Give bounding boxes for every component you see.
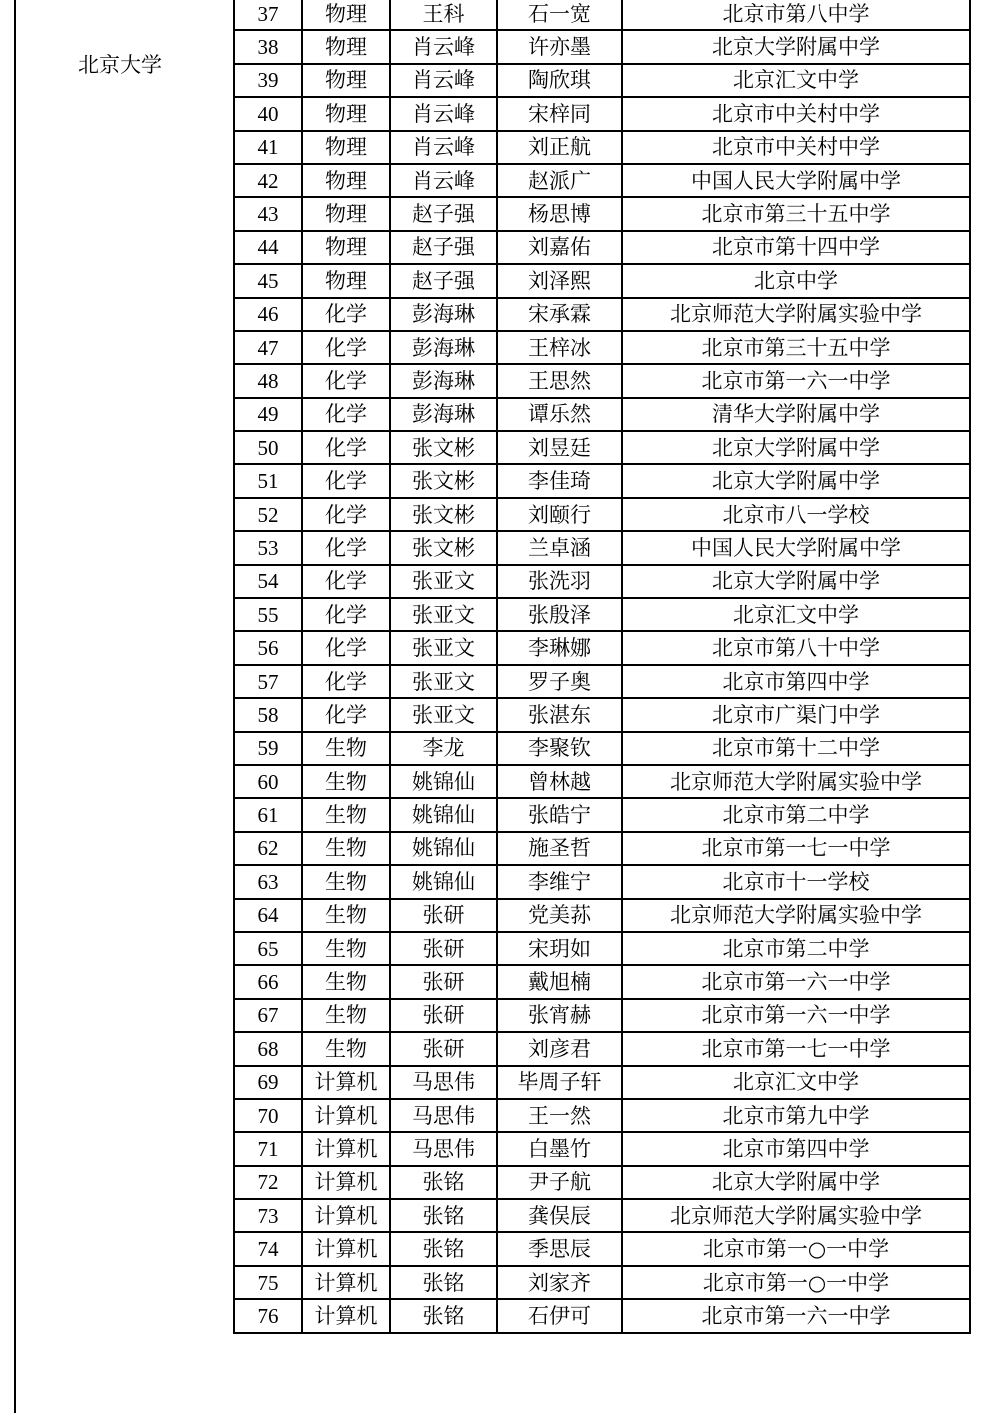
row-number: 53 bbox=[234, 531, 302, 564]
teacher-cell: 马思伟 bbox=[390, 1099, 497, 1132]
table-row bbox=[234, 298, 970, 331]
subject-cell: 物理 bbox=[302, 231, 390, 264]
student-cell: 戴旭楠 bbox=[497, 965, 622, 998]
student-cell: 李佳琦 bbox=[497, 464, 622, 497]
school-cell: 北京市第十四中学 bbox=[622, 231, 970, 264]
school-cell: 北京市中关村中学 bbox=[622, 97, 970, 130]
student-cell: 张宵赫 bbox=[497, 999, 622, 1032]
table-row bbox=[234, 1199, 970, 1232]
row-number: 55 bbox=[234, 598, 302, 631]
table-row bbox=[234, 331, 970, 364]
teacher-cell: 张亚文 bbox=[390, 698, 497, 731]
teacher-cell: 肖云峰 bbox=[390, 97, 497, 130]
row-number: 68 bbox=[234, 1032, 302, 1065]
school-cell: 北京市第一七一中学 bbox=[622, 832, 970, 865]
table-row bbox=[234, 1166, 970, 1199]
teacher-cell: 张铭 bbox=[390, 1266, 497, 1299]
school-cell: 北京市十一学校 bbox=[622, 865, 970, 898]
table-row bbox=[234, 1232, 970, 1265]
teacher-cell: 张研 bbox=[390, 932, 497, 965]
teacher-cell: 张文彬 bbox=[390, 431, 497, 464]
school-cell: 北京市第九中学 bbox=[622, 1099, 970, 1132]
row-number: 75 bbox=[234, 1266, 302, 1299]
row-number: 37 bbox=[234, 0, 302, 30]
subject-cell: 生物 bbox=[302, 965, 390, 998]
table-row bbox=[234, 932, 970, 965]
row-number: 50 bbox=[234, 431, 302, 464]
row-number: 52 bbox=[234, 498, 302, 531]
table-row bbox=[234, 531, 970, 564]
student-cell: 刘颐行 bbox=[497, 498, 622, 531]
subject-cell: 化学 bbox=[302, 364, 390, 397]
subject-cell: 生物 bbox=[302, 765, 390, 798]
teacher-cell: 马思伟 bbox=[390, 1132, 497, 1165]
school-cell: 北京市第一○一中学 bbox=[622, 1232, 970, 1265]
subject-cell: 物理 bbox=[302, 64, 390, 97]
subject-cell: 生物 bbox=[302, 832, 390, 865]
teacher-cell: 肖云峰 bbox=[390, 30, 497, 63]
student-table bbox=[233, 0, 971, 1334]
student-cell: 尹子航 bbox=[497, 1166, 622, 1199]
school-cell: 北京市第四中学 bbox=[622, 665, 970, 698]
teacher-cell: 姚锦仙 bbox=[390, 798, 497, 831]
subject-cell: 计算机 bbox=[302, 1166, 390, 1199]
row-number: 60 bbox=[234, 765, 302, 798]
row-number: 62 bbox=[234, 832, 302, 865]
school-cell: 北京大学附属中学 bbox=[622, 1166, 970, 1199]
row-number: 46 bbox=[234, 298, 302, 331]
student-cell: 季思辰 bbox=[497, 1232, 622, 1265]
subject-cell: 物理 bbox=[302, 0, 390, 30]
student-cell: 石一宽 bbox=[497, 0, 622, 30]
teacher-cell: 张亚文 bbox=[390, 565, 497, 598]
school-cell: 中国人民大学附属中学 bbox=[622, 164, 970, 197]
student-cell: 张湛东 bbox=[497, 698, 622, 731]
table-row bbox=[234, 965, 970, 998]
student-cell: 施圣哲 bbox=[497, 832, 622, 865]
teacher-cell: 张铭 bbox=[390, 1166, 497, 1199]
school-cell: 北京市第一六一中学 bbox=[622, 999, 970, 1032]
student-cell: 李维宁 bbox=[497, 865, 622, 898]
teacher-cell: 张铭 bbox=[390, 1199, 497, 1232]
row-number: 71 bbox=[234, 1132, 302, 1165]
teacher-cell: 张研 bbox=[390, 999, 497, 1032]
subject-cell: 生物 bbox=[302, 932, 390, 965]
school-cell: 北京汇文中学 bbox=[622, 1066, 970, 1099]
table-row bbox=[234, 97, 970, 130]
table-row bbox=[234, 131, 970, 164]
row-number: 65 bbox=[234, 932, 302, 965]
table-row bbox=[234, 1032, 970, 1065]
student-cell: 王思然 bbox=[497, 364, 622, 397]
teacher-cell: 肖云峰 bbox=[390, 164, 497, 197]
subject-cell: 物理 bbox=[302, 197, 390, 230]
teacher-cell: 张铭 bbox=[390, 1232, 497, 1265]
student-cell: 谭乐然 bbox=[497, 398, 622, 431]
row-number: 38 bbox=[234, 30, 302, 63]
subject-cell: 化学 bbox=[302, 598, 390, 631]
student-cell: 王梓冰 bbox=[497, 331, 622, 364]
subject-cell: 生物 bbox=[302, 865, 390, 898]
table-row bbox=[234, 798, 970, 831]
table-row bbox=[234, 698, 970, 731]
table-row bbox=[234, 999, 970, 1032]
table-row bbox=[234, 665, 970, 698]
subject-cell: 生物 bbox=[302, 798, 390, 831]
teacher-cell: 张研 bbox=[390, 965, 497, 998]
table-row bbox=[234, 30, 970, 63]
student-cell: 宋玥如 bbox=[497, 932, 622, 965]
student-cell: 刘嘉佑 bbox=[497, 231, 622, 264]
school-cell: 北京市第一六一中学 bbox=[622, 364, 970, 397]
subject-cell: 计算机 bbox=[302, 1199, 390, 1232]
university-label: 北京大学 bbox=[78, 53, 162, 77]
student-cell: 兰卓涵 bbox=[497, 531, 622, 564]
table-row bbox=[234, 565, 970, 598]
teacher-cell: 王科 bbox=[390, 0, 497, 30]
subject-cell: 化学 bbox=[302, 431, 390, 464]
table-left-border bbox=[14, 0, 16, 1413]
student-cell: 刘昱廷 bbox=[497, 431, 622, 464]
table-row bbox=[234, 464, 970, 497]
teacher-cell: 张铭 bbox=[390, 1299, 497, 1332]
subject-cell: 化学 bbox=[302, 398, 390, 431]
school-cell: 北京师范大学附属实验中学 bbox=[622, 1199, 970, 1232]
subject-cell: 物理 bbox=[302, 164, 390, 197]
table-row bbox=[234, 1132, 970, 1165]
school-cell: 北京市第二中学 bbox=[622, 798, 970, 831]
subject-cell: 计算机 bbox=[302, 1066, 390, 1099]
teacher-cell: 彭海琳 bbox=[390, 398, 497, 431]
row-number: 73 bbox=[234, 1199, 302, 1232]
subject-cell: 计算机 bbox=[302, 1299, 390, 1332]
student-cell: 李琳娜 bbox=[497, 631, 622, 664]
teacher-cell: 张文彬 bbox=[390, 464, 497, 497]
table-row bbox=[234, 1066, 970, 1099]
table-row bbox=[234, 865, 970, 898]
subject-cell: 化学 bbox=[302, 464, 390, 497]
row-number: 76 bbox=[234, 1299, 302, 1332]
school-cell: 北京市第三十五中学 bbox=[622, 197, 970, 230]
school-cell: 北京师范大学附属实验中学 bbox=[622, 765, 970, 798]
teacher-cell: 彭海琳 bbox=[390, 298, 497, 331]
student-cell: 刘彦君 bbox=[497, 1032, 622, 1065]
row-number: 69 bbox=[234, 1066, 302, 1099]
student-cell: 李聚钦 bbox=[497, 732, 622, 765]
student-cell: 陶欣琪 bbox=[497, 64, 622, 97]
subject-cell: 化学 bbox=[302, 298, 390, 331]
student-cell: 党美荪 bbox=[497, 899, 622, 932]
row-number: 39 bbox=[234, 64, 302, 97]
student-cell: 曾林越 bbox=[497, 765, 622, 798]
teacher-cell: 姚锦仙 bbox=[390, 832, 497, 865]
school-cell: 北京市第一○一中学 bbox=[622, 1266, 970, 1299]
subject-cell: 计算机 bbox=[302, 1099, 390, 1132]
row-number: 44 bbox=[234, 231, 302, 264]
table-body bbox=[234, 0, 970, 1333]
subject-cell: 计算机 bbox=[302, 1132, 390, 1165]
school-cell: 北京大学附属中学 bbox=[622, 431, 970, 464]
school-cell: 北京市第二中学 bbox=[622, 932, 970, 965]
subject-cell: 生物 bbox=[302, 899, 390, 932]
student-cell: 张殷泽 bbox=[497, 598, 622, 631]
school-cell: 北京市中关村中学 bbox=[622, 131, 970, 164]
table-row bbox=[234, 598, 970, 631]
student-cell: 罗子奥 bbox=[497, 665, 622, 698]
row-number: 47 bbox=[234, 331, 302, 364]
school-cell: 中国人民大学附属中学 bbox=[622, 531, 970, 564]
school-cell: 北京师范大学附属实验中学 bbox=[622, 298, 970, 331]
subject-cell: 物理 bbox=[302, 131, 390, 164]
row-number: 54 bbox=[234, 565, 302, 598]
school-cell: 北京汇文中学 bbox=[622, 64, 970, 97]
teacher-cell: 赵子强 bbox=[390, 264, 497, 297]
school-cell: 北京市第十二中学 bbox=[622, 732, 970, 765]
subject-cell: 计算机 bbox=[302, 1232, 390, 1265]
row-number: 40 bbox=[234, 97, 302, 130]
row-number: 57 bbox=[234, 665, 302, 698]
subject-cell: 化学 bbox=[302, 531, 390, 564]
school-cell: 北京师范大学附属实验中学 bbox=[622, 899, 970, 932]
teacher-cell: 张文彬 bbox=[390, 498, 497, 531]
teacher-cell: 彭海琳 bbox=[390, 364, 497, 397]
table-row bbox=[234, 1299, 970, 1332]
teacher-cell: 姚锦仙 bbox=[390, 765, 497, 798]
table-row bbox=[234, 231, 970, 264]
row-number: 70 bbox=[234, 1099, 302, 1132]
subject-cell: 化学 bbox=[302, 331, 390, 364]
school-cell: 北京市第八中学 bbox=[622, 0, 970, 30]
school-cell: 北京汇文中学 bbox=[622, 598, 970, 631]
table-row bbox=[234, 364, 970, 397]
student-cell: 许亦墨 bbox=[497, 30, 622, 63]
subject-cell: 物理 bbox=[302, 97, 390, 130]
table-row bbox=[234, 498, 970, 531]
subject-cell: 化学 bbox=[302, 698, 390, 731]
teacher-cell: 张研 bbox=[390, 1032, 497, 1065]
student-cell: 石伊可 bbox=[497, 1299, 622, 1332]
student-cell: 宋梓同 bbox=[497, 97, 622, 130]
teacher-cell: 肖云峰 bbox=[390, 64, 497, 97]
school-cell: 北京市第三十五中学 bbox=[622, 331, 970, 364]
student-cell: 毕周子轩 bbox=[497, 1066, 622, 1099]
student-cell: 刘正航 bbox=[497, 131, 622, 164]
row-number: 56 bbox=[234, 631, 302, 664]
school-cell: 北京市第八十中学 bbox=[622, 631, 970, 664]
subject-cell: 化学 bbox=[302, 665, 390, 698]
row-number: 42 bbox=[234, 164, 302, 197]
school-cell: 北京市第一七一中学 bbox=[622, 1032, 970, 1065]
teacher-cell: 张亚文 bbox=[390, 598, 497, 631]
teacher-cell: 张研 bbox=[390, 899, 497, 932]
teacher-cell: 张亚文 bbox=[390, 665, 497, 698]
row-number: 64 bbox=[234, 899, 302, 932]
school-cell: 北京市第一六一中学 bbox=[622, 1299, 970, 1332]
table-row bbox=[234, 164, 970, 197]
table-row bbox=[234, 197, 970, 230]
row-number: 59 bbox=[234, 732, 302, 765]
row-number: 63 bbox=[234, 865, 302, 898]
teacher-cell: 姚锦仙 bbox=[390, 865, 497, 898]
student-cell: 赵派广 bbox=[497, 164, 622, 197]
table-row bbox=[234, 765, 970, 798]
school-cell: 北京市广渠门中学 bbox=[622, 698, 970, 731]
row-number: 66 bbox=[234, 965, 302, 998]
teacher-cell: 彭海琳 bbox=[390, 331, 497, 364]
teacher-cell: 张亚文 bbox=[390, 631, 497, 664]
school-cell: 北京市第一六一中学 bbox=[622, 965, 970, 998]
row-number: 61 bbox=[234, 798, 302, 831]
table-row bbox=[234, 631, 970, 664]
subject-cell: 生物 bbox=[302, 999, 390, 1032]
school-cell: 北京大学附属中学 bbox=[622, 565, 970, 598]
row-number: 43 bbox=[234, 197, 302, 230]
row-number: 48 bbox=[234, 364, 302, 397]
teacher-cell: 马思伟 bbox=[390, 1066, 497, 1099]
row-number: 72 bbox=[234, 1166, 302, 1199]
teacher-cell: 赵子强 bbox=[390, 197, 497, 230]
subject-cell: 物理 bbox=[302, 30, 390, 63]
student-cell: 宋承霖 bbox=[497, 298, 622, 331]
subject-cell: 生物 bbox=[302, 732, 390, 765]
teacher-cell: 赵子强 bbox=[390, 231, 497, 264]
table-row bbox=[234, 264, 970, 297]
subject-cell: 物理 bbox=[302, 264, 390, 297]
table-row bbox=[234, 1099, 970, 1132]
school-cell: 清华大学附属中学 bbox=[622, 398, 970, 431]
table-row bbox=[234, 398, 970, 431]
row-number: 41 bbox=[234, 131, 302, 164]
school-cell: 北京市第四中学 bbox=[622, 1132, 970, 1165]
table-row bbox=[234, 0, 970, 30]
school-cell: 北京大学附属中学 bbox=[622, 30, 970, 63]
row-number: 45 bbox=[234, 264, 302, 297]
table-row bbox=[234, 732, 970, 765]
row-number: 51 bbox=[234, 464, 302, 497]
student-cell: 王一然 bbox=[497, 1099, 622, 1132]
table-row bbox=[234, 832, 970, 865]
table-row bbox=[234, 1266, 970, 1299]
student-cell: 龚俣辰 bbox=[497, 1199, 622, 1232]
subject-cell: 化学 bbox=[302, 498, 390, 531]
row-number: 49 bbox=[234, 398, 302, 431]
row-number: 74 bbox=[234, 1232, 302, 1265]
school-cell: 北京大学附属中学 bbox=[622, 464, 970, 497]
subject-cell: 化学 bbox=[302, 631, 390, 664]
student-cell: 张洗羽 bbox=[497, 565, 622, 598]
row-number: 58 bbox=[234, 698, 302, 731]
student-cell: 张皓宁 bbox=[497, 798, 622, 831]
student-cell: 刘家齐 bbox=[497, 1266, 622, 1299]
teacher-cell: 李龙 bbox=[390, 732, 497, 765]
subject-cell: 生物 bbox=[302, 1032, 390, 1065]
school-cell: 北京中学 bbox=[622, 264, 970, 297]
teacher-cell: 肖云峰 bbox=[390, 131, 497, 164]
row-number: 67 bbox=[234, 999, 302, 1032]
subject-cell: 化学 bbox=[302, 565, 390, 598]
student-cell: 刘泽熙 bbox=[497, 264, 622, 297]
teacher-cell: 张文彬 bbox=[390, 531, 497, 564]
student-cell: 白墨竹 bbox=[497, 1132, 622, 1165]
school-cell: 北京市八一学校 bbox=[622, 498, 970, 531]
table-row bbox=[234, 899, 970, 932]
student-cell: 杨思博 bbox=[497, 197, 622, 230]
table-row bbox=[234, 64, 970, 97]
table-row bbox=[234, 431, 970, 464]
subject-cell: 计算机 bbox=[302, 1266, 390, 1299]
